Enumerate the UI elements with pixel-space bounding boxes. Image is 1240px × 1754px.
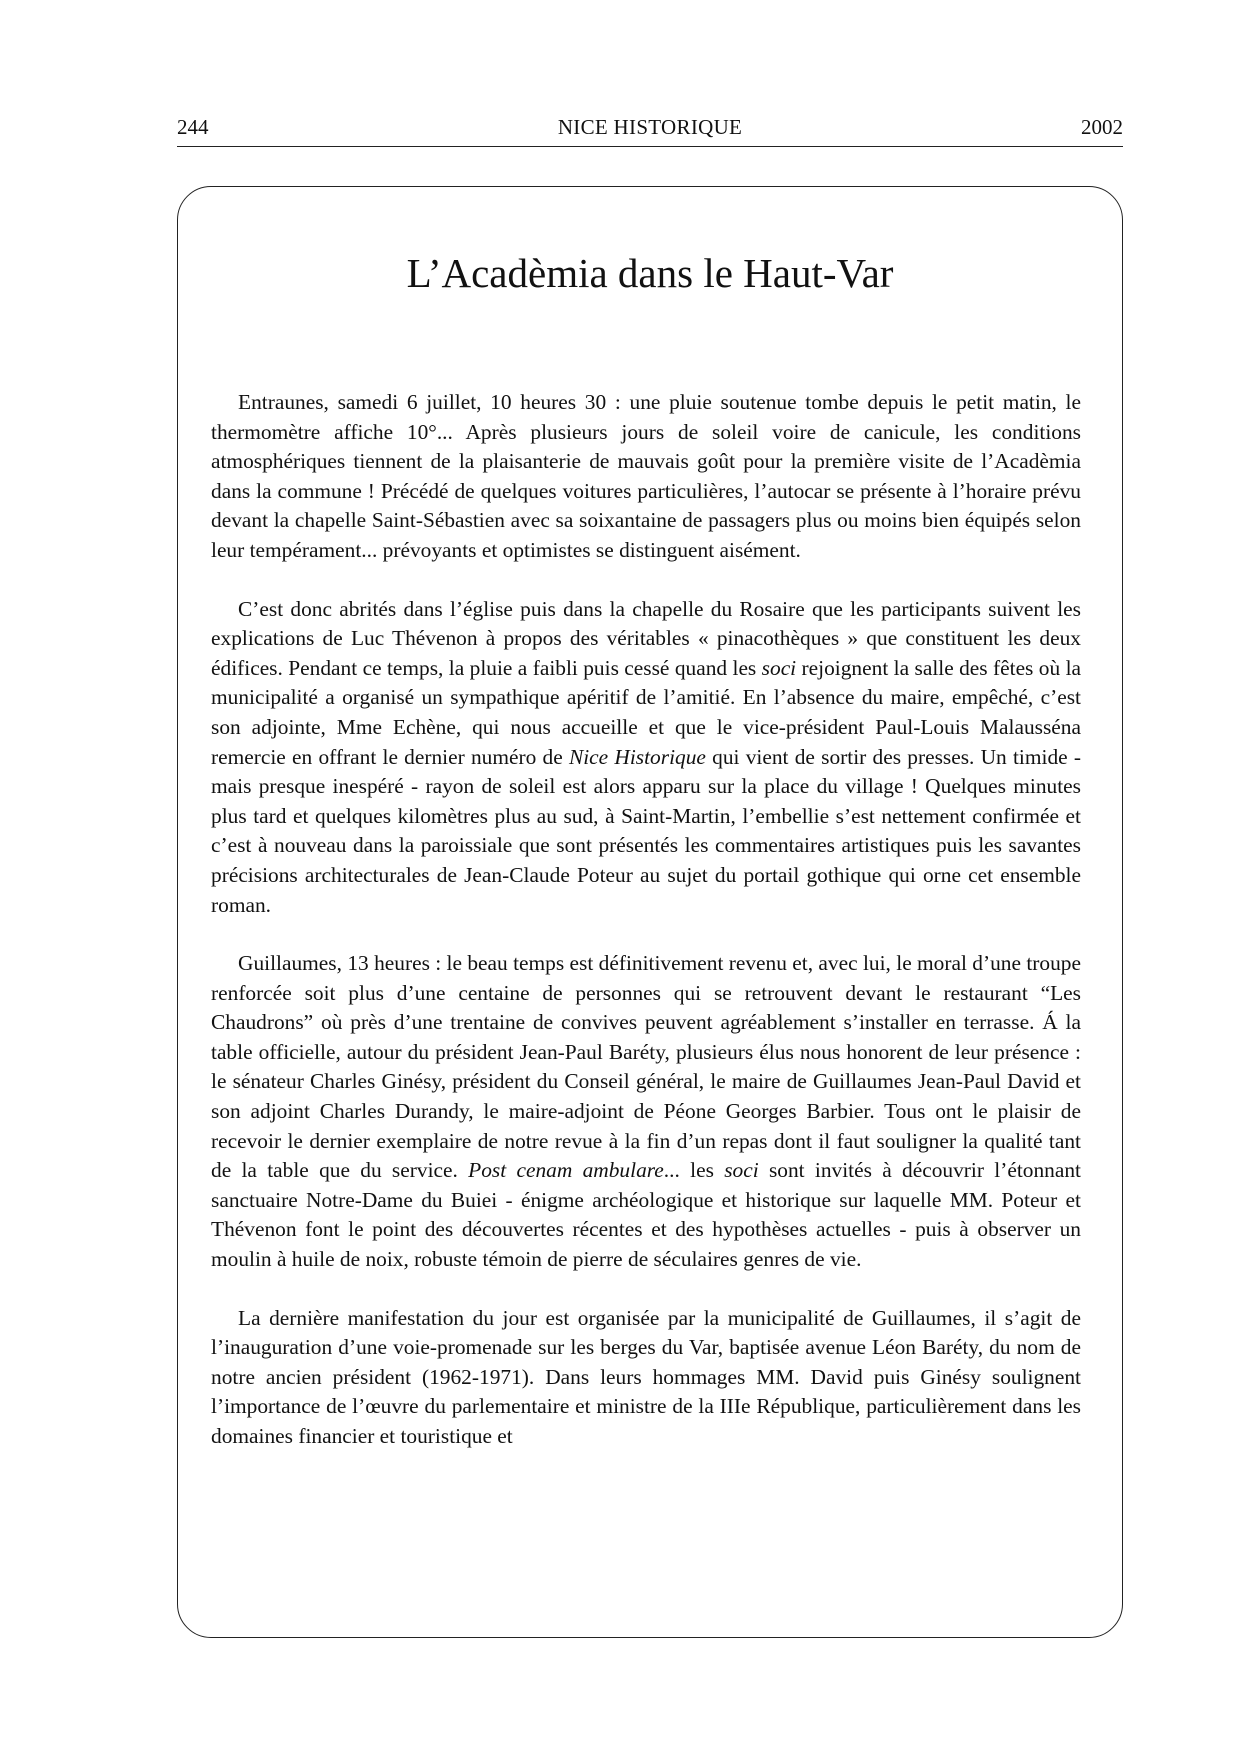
page-number: 244 [177, 115, 209, 139]
paragraph-text: La dernière manifestation du jour est organisée par la municipalité de Guillaumes, il s’agit de l’inauguration d’une voie-promenade sur les berges du Var, baptisée avenue Léon Baréty, du nom de notre ancien président (1962-1971). Dans leurs hommages MM. David puis Ginésy soulignent l’importance de l’œuvre du parlementaire et ministre de la IIIe République, particulièrement dans les domaines financier et touristique et [211, 1305, 1081, 1448]
italic-latin-phrase: Post cenam ambulare [468, 1158, 664, 1183]
paragraph-text: rejoignent la salle des fêtes où la municipalité a organisé un sympathique apéritif de l’amitié. En l’absence du maire, empêché, c’est son adjointe, Mme Echène, qui nous accueille et que le vice-président Paul-Louis Malausséna remercie en offrant le dernier numéro de [211, 655, 1082, 769]
paragraph-text: Entraunes, samedi 6 juillet, 10 heures 30 : une pluie soutenue tombe depuis le petit matin, le thermomètre affiche 10°... Après plusieurs jours de soleil voire de canicule, les conditions atmosphériques tiennent de la plaisanterie de mauvais goût pour la première visite de l’Acadèmia dans la commune ! Précédé de quelques voitures particulières, l’autocar se présente à l’horaire prévu devant la chapelle Saint-Sébastien avec sa soixantaine de passagers plus ou moins bien équipés selon leur tempérament... prévoyants et optimistes se distinguent aisément. [211, 390, 1081, 562]
paragraph-text: Guillaumes, 13 heures : le beau temps est définitivement revenu et, avec lui, le moral d’une troupe renforcée soit plus d’une centaine de personnes qui se retrouvent devant le restaurant “Les Chaudrons” où près d’une trentaine de convives peuvent agréablement s’installer en terrasse. Á la table officielle, autour du président Jean-Paul Baréty, plusieurs élus nous honorent de leur présence : le sénateur Charles Ginésy, président du Conseil général, le maire de Guillaumes Jean-Paul David et son adjoint Charles Durandy, le maire-adjoint de Péone Georges Barbier. Tous ont le plaisir de recevoir le dernier exemplaire de notre revue à la fin d’un repas dont il faut souligner la qualité tant de la table que du service. [211, 951, 1081, 1183]
paragraph-guillaumes [211, 949, 1081, 1275]
paragraph-inauguration [211, 1304, 1081, 1452]
publication-year: 2002 [1081, 115, 1123, 139]
paragraph-text: C’est donc abrités dans l’église puis dans la chapelle du Rosaire que les participants suivent les explications de Luc Thévenon à propos des véritables « pinacothèques » que constituent les deux édifices. Pendant ce temps, la pluie a faibli puis cessé quand les [211, 596, 1081, 680]
italic-term-soci: soci [761, 655, 797, 680]
journal-title: NICE HISTORIQUE [557, 115, 743, 139]
italic-journal-name: Nice Historique [568, 744, 706, 769]
paragraph-text: qui vient de sortir des presses. Un timide - mais presque inespéré - rayon de soleil est alors apparu sur la place du village ! Quelques minutes plus tard et quelques kilomètres plus au sud, à Saint-Martin, l’embellie s’est nettement confirmée et c’est à nouveau dans la paroissiale que sont présentés les commentaires artistiques puis les savantes précisions architecturales de Jean-Claude Poteur au sujet du portail gothique qui orne cet ensemble roman. [211, 744, 1081, 917]
italic-term-soci: soci [724, 1158, 759, 1183]
paragraph-rosaire [211, 595, 1081, 921]
paragraph-text: ... les [663, 1158, 725, 1183]
paragraph-entraunes [211, 388, 1081, 566]
article-title: L’Acadèmia dans le Haut-Var [406, 250, 894, 296]
running-head [177, 114, 1123, 147]
article-body [211, 388, 1081, 1452]
paragraph-text: sont invités à découvrir l’étonnant sanctuaire Notre-Dame du Buiei - énigme archéologique et historique sur laquelle MM. Poteur et Thévenon font le point des découvertes récentes et des hypothèses actuelles - puis à observer un moulin à huile de noix, robuste témoin de pierre de séculaires genres de vie. [211, 1158, 1081, 1272]
